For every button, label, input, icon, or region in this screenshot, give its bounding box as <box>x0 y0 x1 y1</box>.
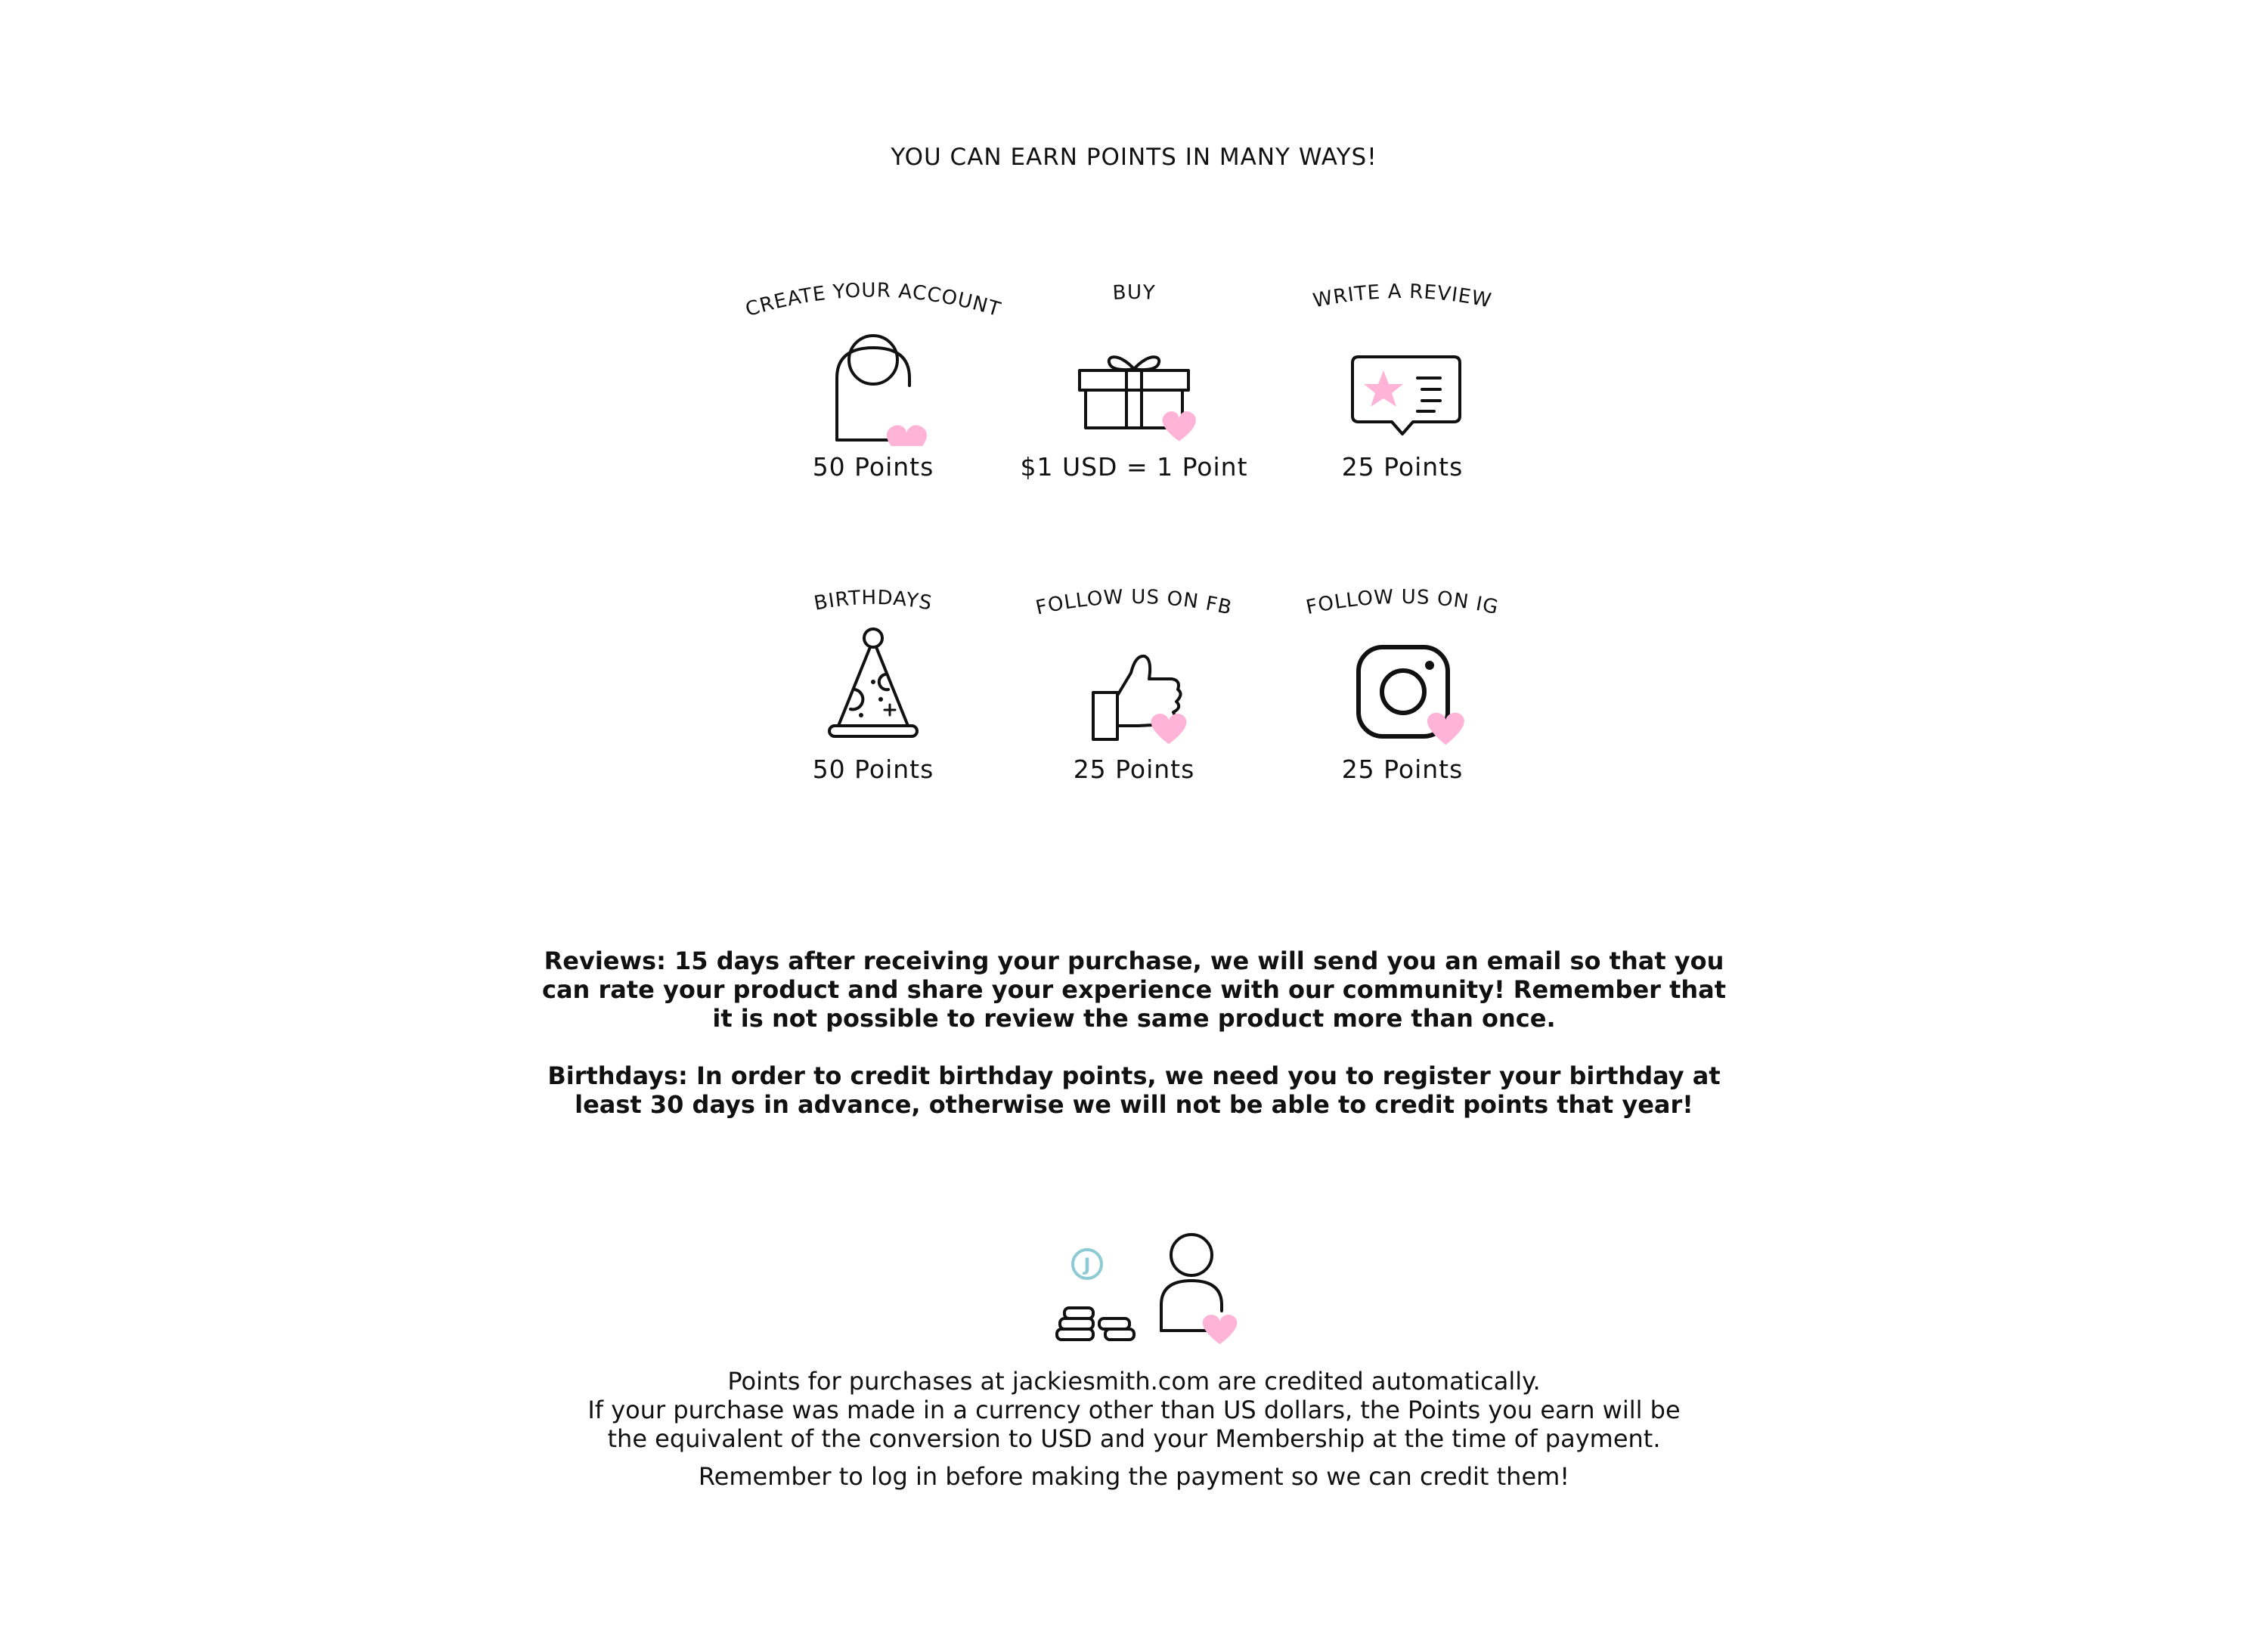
svg-text:BUY: BUY <box>1111 280 1157 305</box>
way-birthdays <box>722 575 1024 816</box>
instagram-heart-icon <box>1289 620 1516 748</box>
notes-section <box>529 947 1739 1148</box>
member-heart-icon <box>1161 1235 1237 1344</box>
purchase-line-3: the equivalent of the conversion to USD and your Membership at the time of payment. <box>607 1424 1661 1453</box>
page-title: YOU CAN EARN POINTS IN MANY WAYS! <box>891 144 1377 171</box>
way-points-follow-ig: 25 Points <box>1341 754 1464 784</box>
birthdays-note: Birthdays: In order to credit birthday points, we need you to register your birthday at least 30 days in advance, otherwise we will not be able to credit points that year! <box>547 1061 1721 1119</box>
thumbs-up-heart-icon <box>1021 620 1247 748</box>
user-heart-icon <box>760 318 987 446</box>
way-points-create-account: 50 Points <box>812 452 934 482</box>
gift-heart-icon <box>1021 318 1247 446</box>
svg-text:CREATE YOUR ACCOUNT: CREATE YOUR ACCOUNT <box>742 279 1004 322</box>
purchase-line-1: Points for purchases at jackiesmith.com are credited automatically. <box>727 1367 1541 1396</box>
way-create-account <box>722 272 1024 514</box>
svg-text:BIRTHDAYS: BIRTHDAYS <box>812 586 934 615</box>
way-buy <box>983 272 1285 514</box>
coin-stack-icon <box>1057 1250 1134 1340</box>
coin-letter: J <box>1083 1254 1091 1275</box>
purchase-reminder: Remember to log in before making the payment so we can credit them! <box>698 1462 1570 1491</box>
way-points-follow-fb: 25 Points <box>1073 754 1195 784</box>
purchase-info <box>454 1367 1814 1491</box>
way-write-review <box>1251 272 1554 514</box>
way-follow-fb <box>983 575 1285 816</box>
svg-text:FOLLOW US ON FB: FOLLOW US ON FB <box>1033 585 1235 620</box>
way-points-write-review: 25 Points <box>1341 452 1464 482</box>
svg-text:WRITE A REVIEW: WRITE A REVIEW <box>1311 280 1494 313</box>
review-star-icon <box>1289 318 1516 446</box>
way-points-birthdays: 50 Points <box>812 754 934 784</box>
reviews-note: Reviews: 15 days after receiving your purchase, we will send you an email so that you can rate your product and share your experience with our community! Remember that it is not possible to review the same product more than once. <box>541 947 1727 1033</box>
way-follow-ig <box>1251 575 1554 816</box>
way-points-buy: $1 USD = 1 Point <box>1020 452 1248 482</box>
purchase-points-graphic <box>1043 1232 1270 1353</box>
party-hat-icon <box>760 620 987 748</box>
svg-text:FOLLOW US ON IG: FOLLOW US ON IG <box>1303 585 1501 620</box>
purchase-line-2: If your purchase was made in a currency other than US dollars, the Points you earn will be <box>587 1396 1681 1424</box>
